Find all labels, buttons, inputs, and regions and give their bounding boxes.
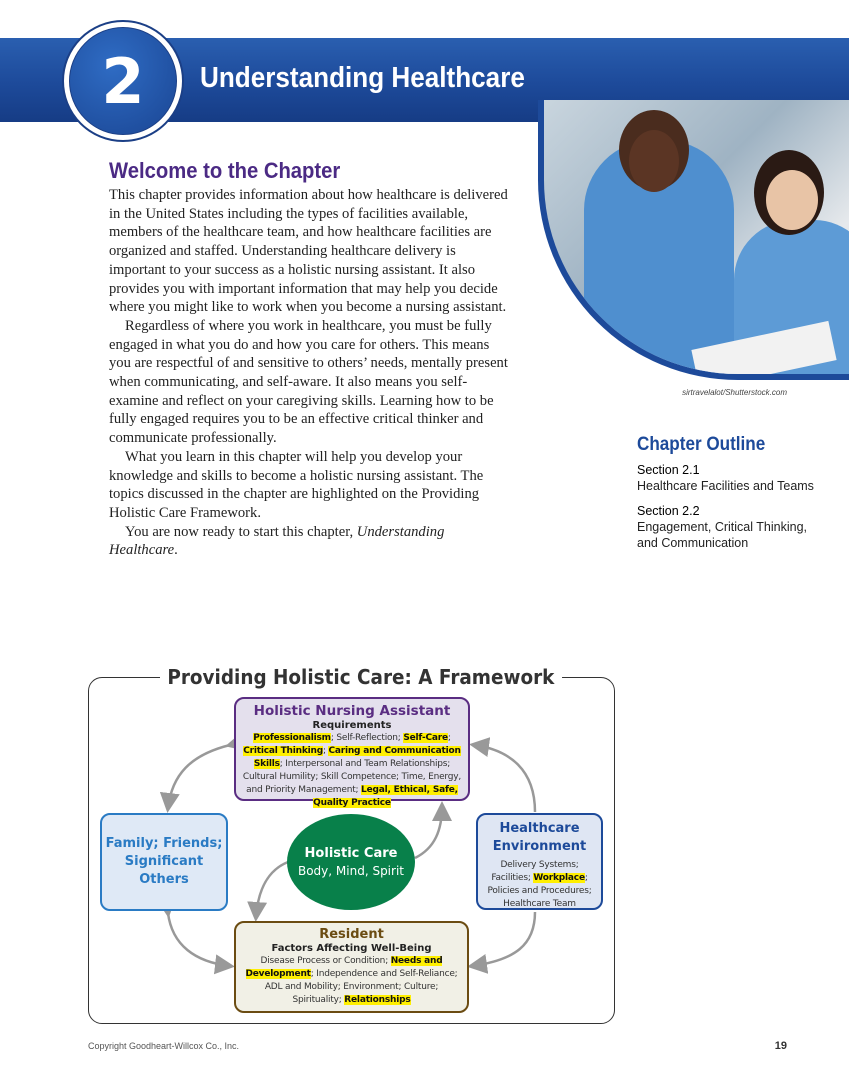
section-title: Engagement, Critical Thinking, and Communication [637,520,807,550]
outline-heading: Chapter Outline [637,434,766,455]
highlighted-topic: Self-Care [403,733,448,743]
detail-text: Disease Process or Condition; [260,956,391,966]
box-title: Resident [319,927,384,942]
family-box [100,813,228,911]
copyright: Copyright Goodheart-Willcox Co., Inc. [88,1041,240,1051]
paragraph: This chapter provides information about how healthcare is delivered in the United States including the types of facilities available, members of the healthcare team, and how healthcare facilities are organized and staffed. Understanding healthcare delivery is important to your success as a holistic nursing assistant. It also provides you with important information that may help you decide where you might like to work when you become a nursing assistant. [109,187,508,316]
oval-title: Holistic Care [304,846,398,861]
highlighted-topic: Caring and Communication Skills [253,746,461,769]
chapter-title: Understanding Healthcare [200,62,525,94]
holistic-nursing-assistant-box [234,697,470,808]
section-number: Section 2.1 [637,463,700,477]
box-title: Holistic Nursing Assistant [253,703,451,719]
box-title: Family; Friends; Significant Others [105,836,223,887]
detail-text: ; Interpersonal and Team Relationships; Cultural Humility; Skill Competence; Time, Energy, and Priority Management; [242,759,462,795]
box-details [236,955,467,1007]
box-subtitle: Requirements [312,720,392,731]
detail-text: Delivery Systems; Facilities; [491,860,579,883]
resident-box [234,921,469,1013]
highlighted-topic: Legal, Ethical, Safe, Quality Practice [313,785,458,808]
box-subtitle: Factors Affecting Well-Being [271,943,432,954]
highlighted-topic: Workplace [533,873,585,883]
photo-credit: sirtravelalot/Shutterstock.com [682,388,787,397]
detail-text: ; Independence and Self-Reliance; ADL and Mobility; Environment; Culture; Spirituality; [264,969,458,1005]
detail-text: ; Policies and Procedures; Healthcare Team [487,873,592,909]
framework-title: Providing Holistic Care: A Framework [160,665,562,689]
oval-subtitle: Body, Mind, Spirit [297,864,404,878]
highlighted-topic: Critical Thinking [243,746,323,756]
welcome-heading: Welcome to the Chapter [109,158,341,183]
holistic-care-oval [287,814,415,910]
paragraph: Regardless of where you work in healthcare, you must be fully engaged in what you do and how you care for others. This means you are respectful of and sensitive to others’ needs, mentally present when communicating, and self-aware. It also means you self-examine and reflect on your caregiving skills. Learning how to be fully engaged requires you to be an effective critical thinker and communicate professionally. [109,317,508,447]
detail-text: ; [322,746,329,756]
box-details [236,732,468,810]
healthcare-environment-box [476,813,603,910]
italic-title: Understanding Healthcare [109,523,445,559]
text: You are now ready to start this chapter, [125,523,357,540]
detail-text: ; Self-Reflection; [330,733,404,743]
text: . [174,542,178,559]
page-number: 19 [774,1040,787,1052]
box-title: Healthcare Environment [492,821,587,854]
paragraph: What you learn in this chapter will help you develop your knowledge and skills to become a holistic nursing assistant. The topics discussed in the chapter are highlighted on the Providing Holistic Care Framework. [109,448,484,521]
highlighted-topic: Needs and Development [245,956,443,979]
section-number: Section 2.2 [637,504,700,518]
highlighted-topic: Relationships [344,995,411,1005]
chapter-number: 2 [70,28,176,134]
highlighted-topic: Professionalism [253,733,331,743]
detail-text: ; [447,733,451,743]
section-title: Healthcare Facilities and Teams [637,479,814,493]
box-details [478,859,601,911]
